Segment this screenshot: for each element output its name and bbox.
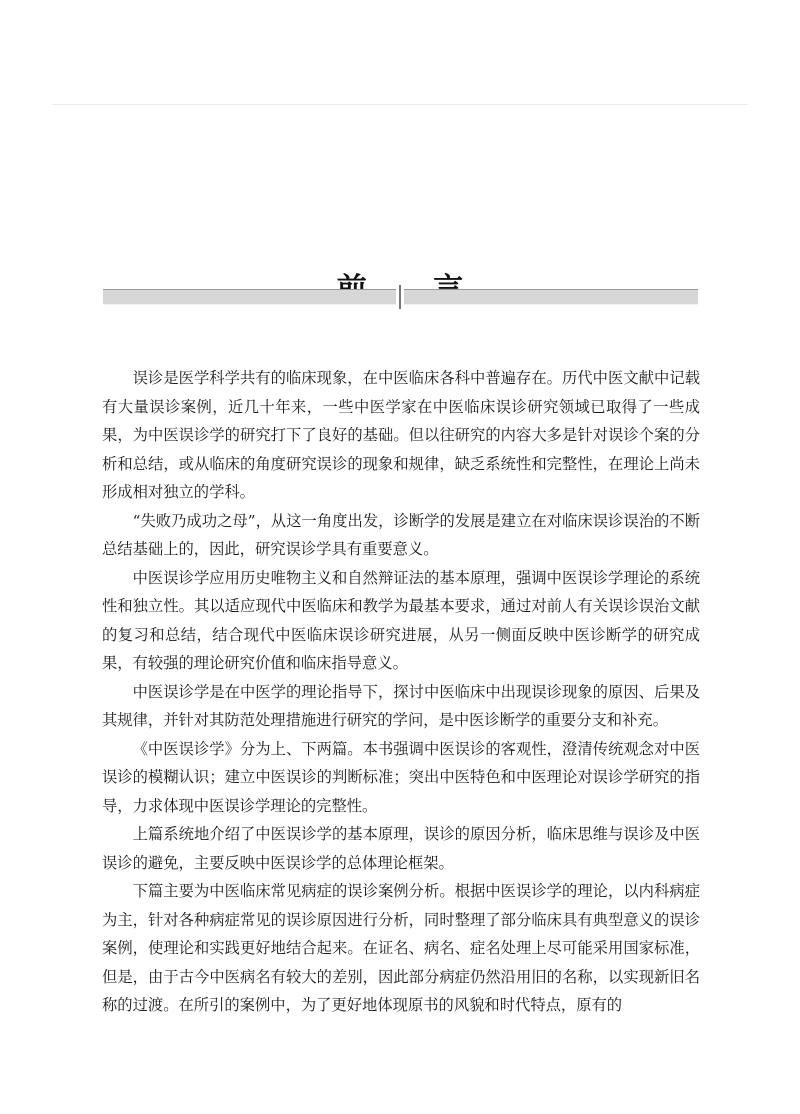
- title-underline-right: [404, 289, 698, 305]
- paragraph: 上篇系统地介绍了中医误诊学的基本原理，误诊的原因分析，临床思维与误诊及中医误诊的避免，主要反映中医误诊学的总体理论框架。: [102, 825, 700, 872]
- paragraph: 误诊是医学科学共有的临床现象，在中医临床各科中普遍存在。历代中医文献中记载有大量误诊案例，近几十年来，一些中医学家在中医临床误诊研究领域已取得了一些成果，为中医误诊学的研究打下了良好的基础。但以往研究的内容大多是针对误诊个案的分析和总结，或从临床的角度研究误诊的现象和规律，缺乏系统性和完整性，在理论上尚未形成相对独立的学科。: [102, 369, 700, 501]
- header-rule: [52, 104, 748, 105]
- title-underline-left: [103, 289, 396, 305]
- paragraph: 《中医误诊学》分为上、下两篇。本书强调中医误诊的客观性，澄清传统观念对中医误诊的模糊认识；建立中医误诊的判断标准；突出中医特色和中医理论对误诊学研究的指导，力求体现中医误诊学理论的完整性。: [102, 739, 700, 815]
- paragraph: 中医误诊学应用历史唯物主义和自然辩证法的基本原理，强调中医误诊学理论的系统性和独立性。其以适应现代中医临床和教学为最基本要求，通过对前人有关误诊误治文献的复习和总结，结合现代中医临床误诊研究进展，从另一侧面反映中医诊断学的研究成果，有较强的理论研究价值和临床指导意义。: [102, 568, 700, 672]
- paragraph: 下篇主要为中医临床常见病症的误诊案例分析。根据中医误诊学的理论，以内科病症为主，针对各种病症常见的误诊原因进行分析，同时整理了部分临床具有典型意义的误诊案例，使理论和实践更好地结合起来。在证名、病名、症名处理上尽可能采用国家标准，但是，由于古今中医病名有较大的差别，因此部分病症仍然沿用旧的名称，以实现新旧名称的过渡。在所引的案例中，为了更好地体现原书的风貌和时代特点，原有的: [102, 882, 700, 1014]
- title-underline-divider: [399, 285, 401, 309]
- paragraph: “失败乃成功之母”，从这一角度出发，诊断学的发展是建立在对临床误诊误治的不断总结基础上的，因此，研究误诊学具有重要意义。: [102, 511, 700, 558]
- preface-body: [102, 364, 700, 1020]
- paragraph: 中医误诊学是在中医学的理论指导下，探讨中医临床中出现误诊现象的原因、后果及其规律，并针对其防范处理措施进行研究的学问，是中医诊断学的重要分支和补充。: [102, 682, 700, 729]
